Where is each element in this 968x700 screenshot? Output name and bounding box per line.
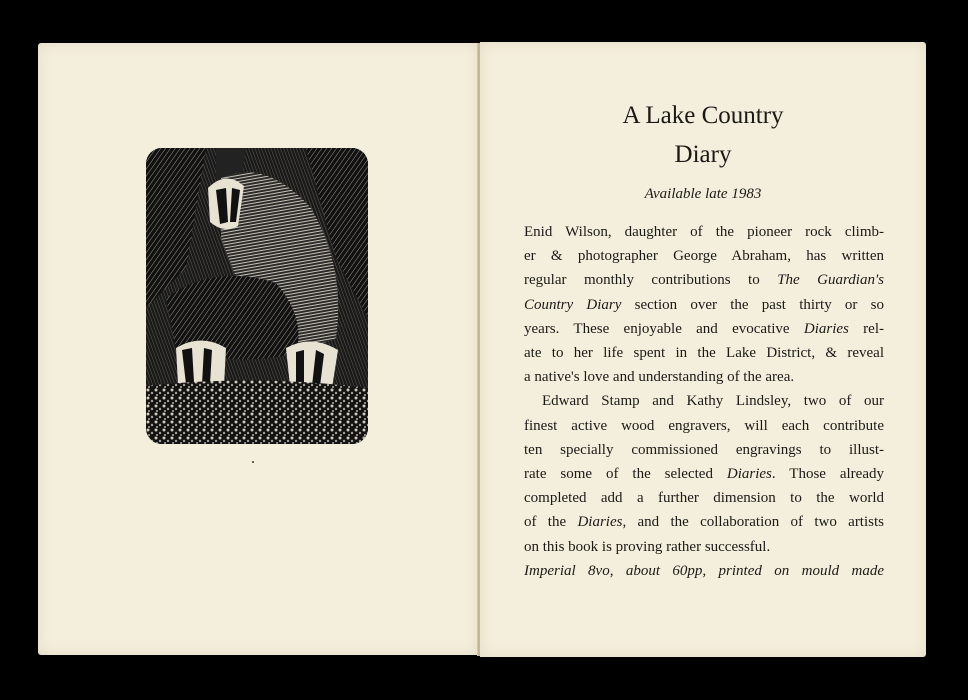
para1-line3 (524, 268, 884, 292)
para1-line6: ate to her life spent in the Lake District, & reveal (524, 345, 884, 362)
para1-line4-text: section over the past thirty or so (621, 296, 884, 313)
para2-line7: on this book is proving rather successful. (524, 538, 771, 555)
para1-line5-text: years. These enjoyable and evocative (524, 320, 804, 337)
badger-engraving-svg (146, 148, 368, 444)
specs-line: Imperial 8vo, about 60pp, printed on mould made (524, 562, 884, 579)
para2-line4-text: rate some of the selected (524, 466, 727, 483)
para1-line4-italic: Country Diary (524, 296, 622, 313)
availability-subtitle: Available late 1983 (644, 186, 762, 202)
para1-line5 (524, 317, 884, 341)
para1-line3-text: regular monthly contributions to (524, 272, 778, 289)
para2-line4-tail: . Those already (771, 466, 884, 483)
para1-line4 (524, 293, 884, 317)
para1-line5-italic: Diaries (803, 320, 849, 337)
para2-line2: finest active wood engravers, will each contribute (524, 417, 884, 434)
para2-line6 (524, 510, 884, 534)
title-line-2: Diary (674, 141, 732, 168)
title-line-1: A Lake Country (622, 102, 784, 129)
paper-speck (252, 461, 254, 463)
para2-line6-text: of the (524, 514, 578, 531)
para1-line3-italic: The Guardian's (777, 272, 885, 289)
para2-line6-italic: Diaries (577, 514, 623, 531)
para2-line5: completed add a further dimension to the world (524, 490, 884, 507)
body-text (524, 220, 884, 583)
left-page (38, 43, 478, 655)
right-page (480, 42, 926, 657)
para2-line6-tail: , and the collaboration of two artists (622, 514, 884, 531)
para2-line4 (524, 462, 884, 486)
para2-line1: Edward Stamp and Kathy Lindsley, two of our (542, 393, 884, 410)
para1-line5-tail: rel- (848, 320, 884, 337)
para2-line3: ten specially commissioned engravings to illust- (524, 441, 884, 458)
para1-line1: Enid Wilson, daughter of the pioneer rock climb- (524, 224, 884, 240)
para1-line2: er & photographer George Abraham, has written (524, 248, 884, 265)
para1-line7: a native's love and understanding of the area. (524, 369, 795, 386)
para2-line4-italic: Diaries (726, 466, 772, 483)
badger-engraving-image (146, 148, 368, 444)
